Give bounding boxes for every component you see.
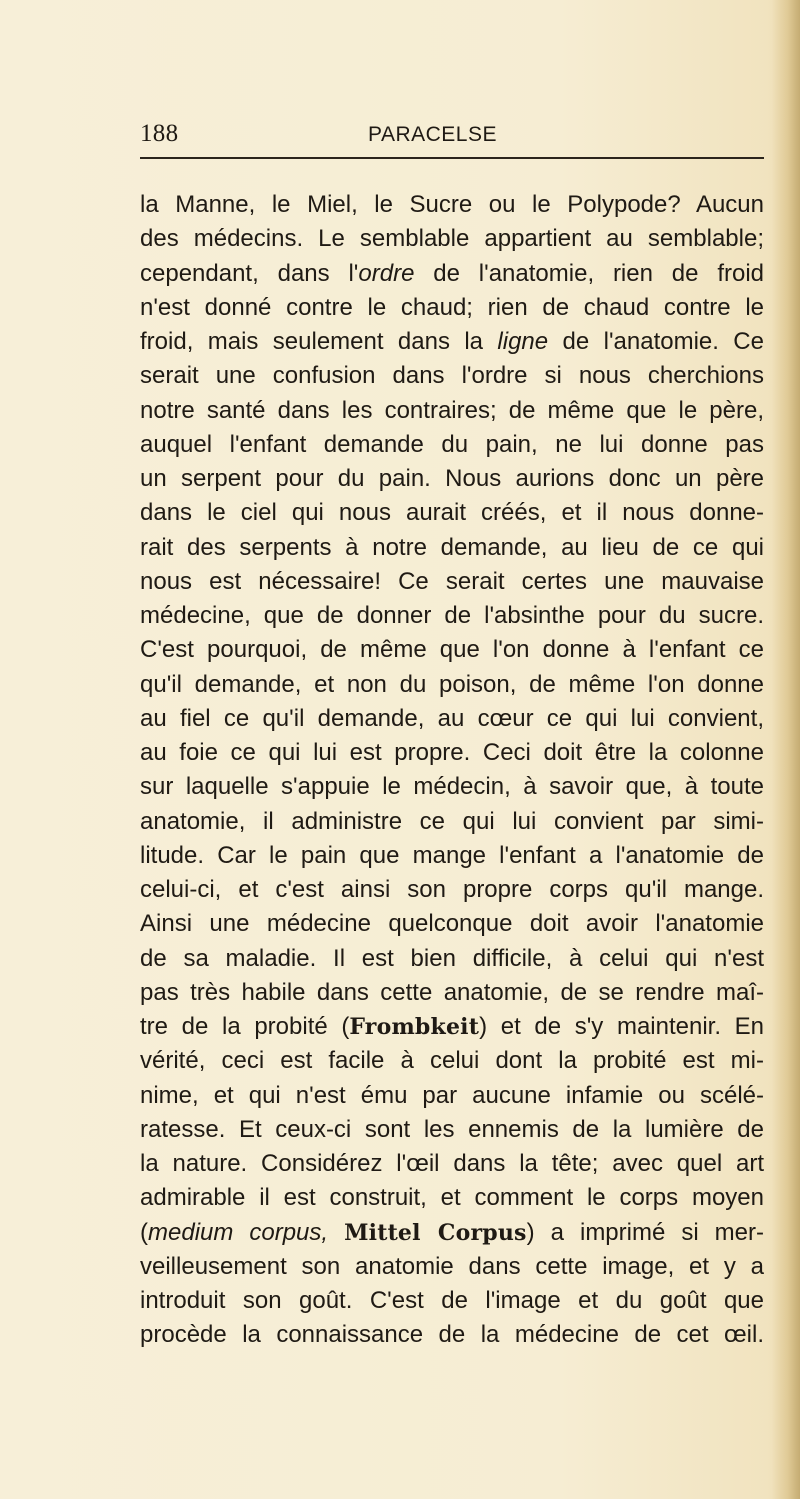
german-gothic-term: Frombkeit bbox=[349, 1014, 480, 1040]
page-number: 188 bbox=[140, 120, 179, 147]
text-line: des médecins. Le semblable appartient au semblable; bbox=[140, 225, 764, 253]
text-line: dans le ciel qui nous aurait créés, et il nous donne- bbox=[140, 499, 764, 527]
italic-term: medium corpus, bbox=[148, 1218, 329, 1246]
running-title: PARACELSE bbox=[368, 123, 497, 146]
text-line: notre santé dans les contraires; de même que le père, bbox=[140, 396, 764, 424]
text-line: introduit son goût. C'est de l'image et du goût que bbox=[140, 1287, 764, 1314]
text-line: froid, mais seulement dans la ligne de l'anatomie. Ce bbox=[140, 328, 764, 355]
text-line: la nature. Considérez l'œil dans la tête; avec quel art bbox=[140, 1150, 764, 1177]
text-line: anatomie, il administre ce qui lui convient par simi- bbox=[140, 807, 764, 835]
text-line: sur laquelle s'appuie le médecin, à savoir que, à toute bbox=[140, 773, 764, 801]
text-line: au fiel ce qu'il demande, au cœur ce qui lui convient, bbox=[140, 704, 764, 732]
text-line: n'est donné contre le chaud; rien de chaud contre le bbox=[140, 293, 764, 321]
text-line: veilleusement son anatomie dans cette image, et y a bbox=[140, 1252, 764, 1280]
text-line: un serpent pour du pain. Nous aurions donc un père bbox=[140, 465, 764, 492]
text-line: rait des serpents à notre demande, au lieu de ce qui bbox=[140, 533, 764, 561]
text-line: tre de la probité (Frombkeit) et de s'y maintenir. En bbox=[140, 1013, 765, 1040]
italic-term: ordre bbox=[358, 259, 415, 287]
body-text bbox=[140, 188, 764, 1353]
text-line: cependant, dans l'ordre de l'anatomie, rien de froid bbox=[140, 259, 765, 287]
text-line: la Manne, le Miel, le Sucre ou le Polypode? Aucun bbox=[140, 191, 764, 218]
text-line: procède la connaissance de la médecine de cet œil. bbox=[140, 1321, 764, 1349]
text-line: admirable il est construit, et comment le corps moyen bbox=[140, 1184, 764, 1212]
text-line: celui-ci, et c'est ainsi son propre corps qu'il mange. bbox=[140, 876, 764, 903]
page-header bbox=[140, 119, 764, 159]
text-line: serait une confusion dans l'ordre si nous cherchions bbox=[140, 362, 764, 390]
text-line: vérité, ceci est facile à celui dont la probité est mi- bbox=[140, 1047, 764, 1075]
text-line: de sa maladie. Il est bien difficile, à celui qui n'est bbox=[140, 944, 764, 972]
text-line: qu'il demande, et non du poison, de même l'on donne bbox=[140, 670, 764, 698]
german-gothic-term: Mittel Corpus bbox=[344, 1219, 527, 1246]
text-line: ratesse. Et ceux-ci sont les ennemis de la lumière de bbox=[140, 1115, 764, 1143]
text-line: pas très habile dans cette anatomie, de se rendre maî- bbox=[140, 978, 764, 1006]
text-line: nous est nécessaire! Ce serait certes une mauvaise bbox=[140, 567, 764, 595]
italic-term: ligne bbox=[497, 328, 549, 355]
page-edge-shadow bbox=[772, 0, 800, 1499]
text-line: C'est pourquoi, de même que l'on donne à l'enfant ce bbox=[140, 636, 764, 664]
text-line: nime, et qui n'est ému par aucune infamie ou scélé- bbox=[140, 1081, 764, 1109]
text-line: Ainsi une médecine quelconque doit avoir l'anatomie bbox=[140, 910, 764, 938]
text-line: (medium corpus, Mittel Corpus) a imprimé si mer- bbox=[140, 1218, 764, 1246]
text-line: médecine, que de donner de l'absinthe pour du sucre. bbox=[140, 602, 764, 629]
text-line: auquel l'enfant demande du pain, ne lui donne pas bbox=[140, 430, 764, 458]
text-line: litude. Car le pain que mange l'enfant a l'anatomie de bbox=[140, 841, 764, 869]
text-line: au foie ce qui lui est propre. Ceci doit être la colonne bbox=[140, 739, 764, 766]
